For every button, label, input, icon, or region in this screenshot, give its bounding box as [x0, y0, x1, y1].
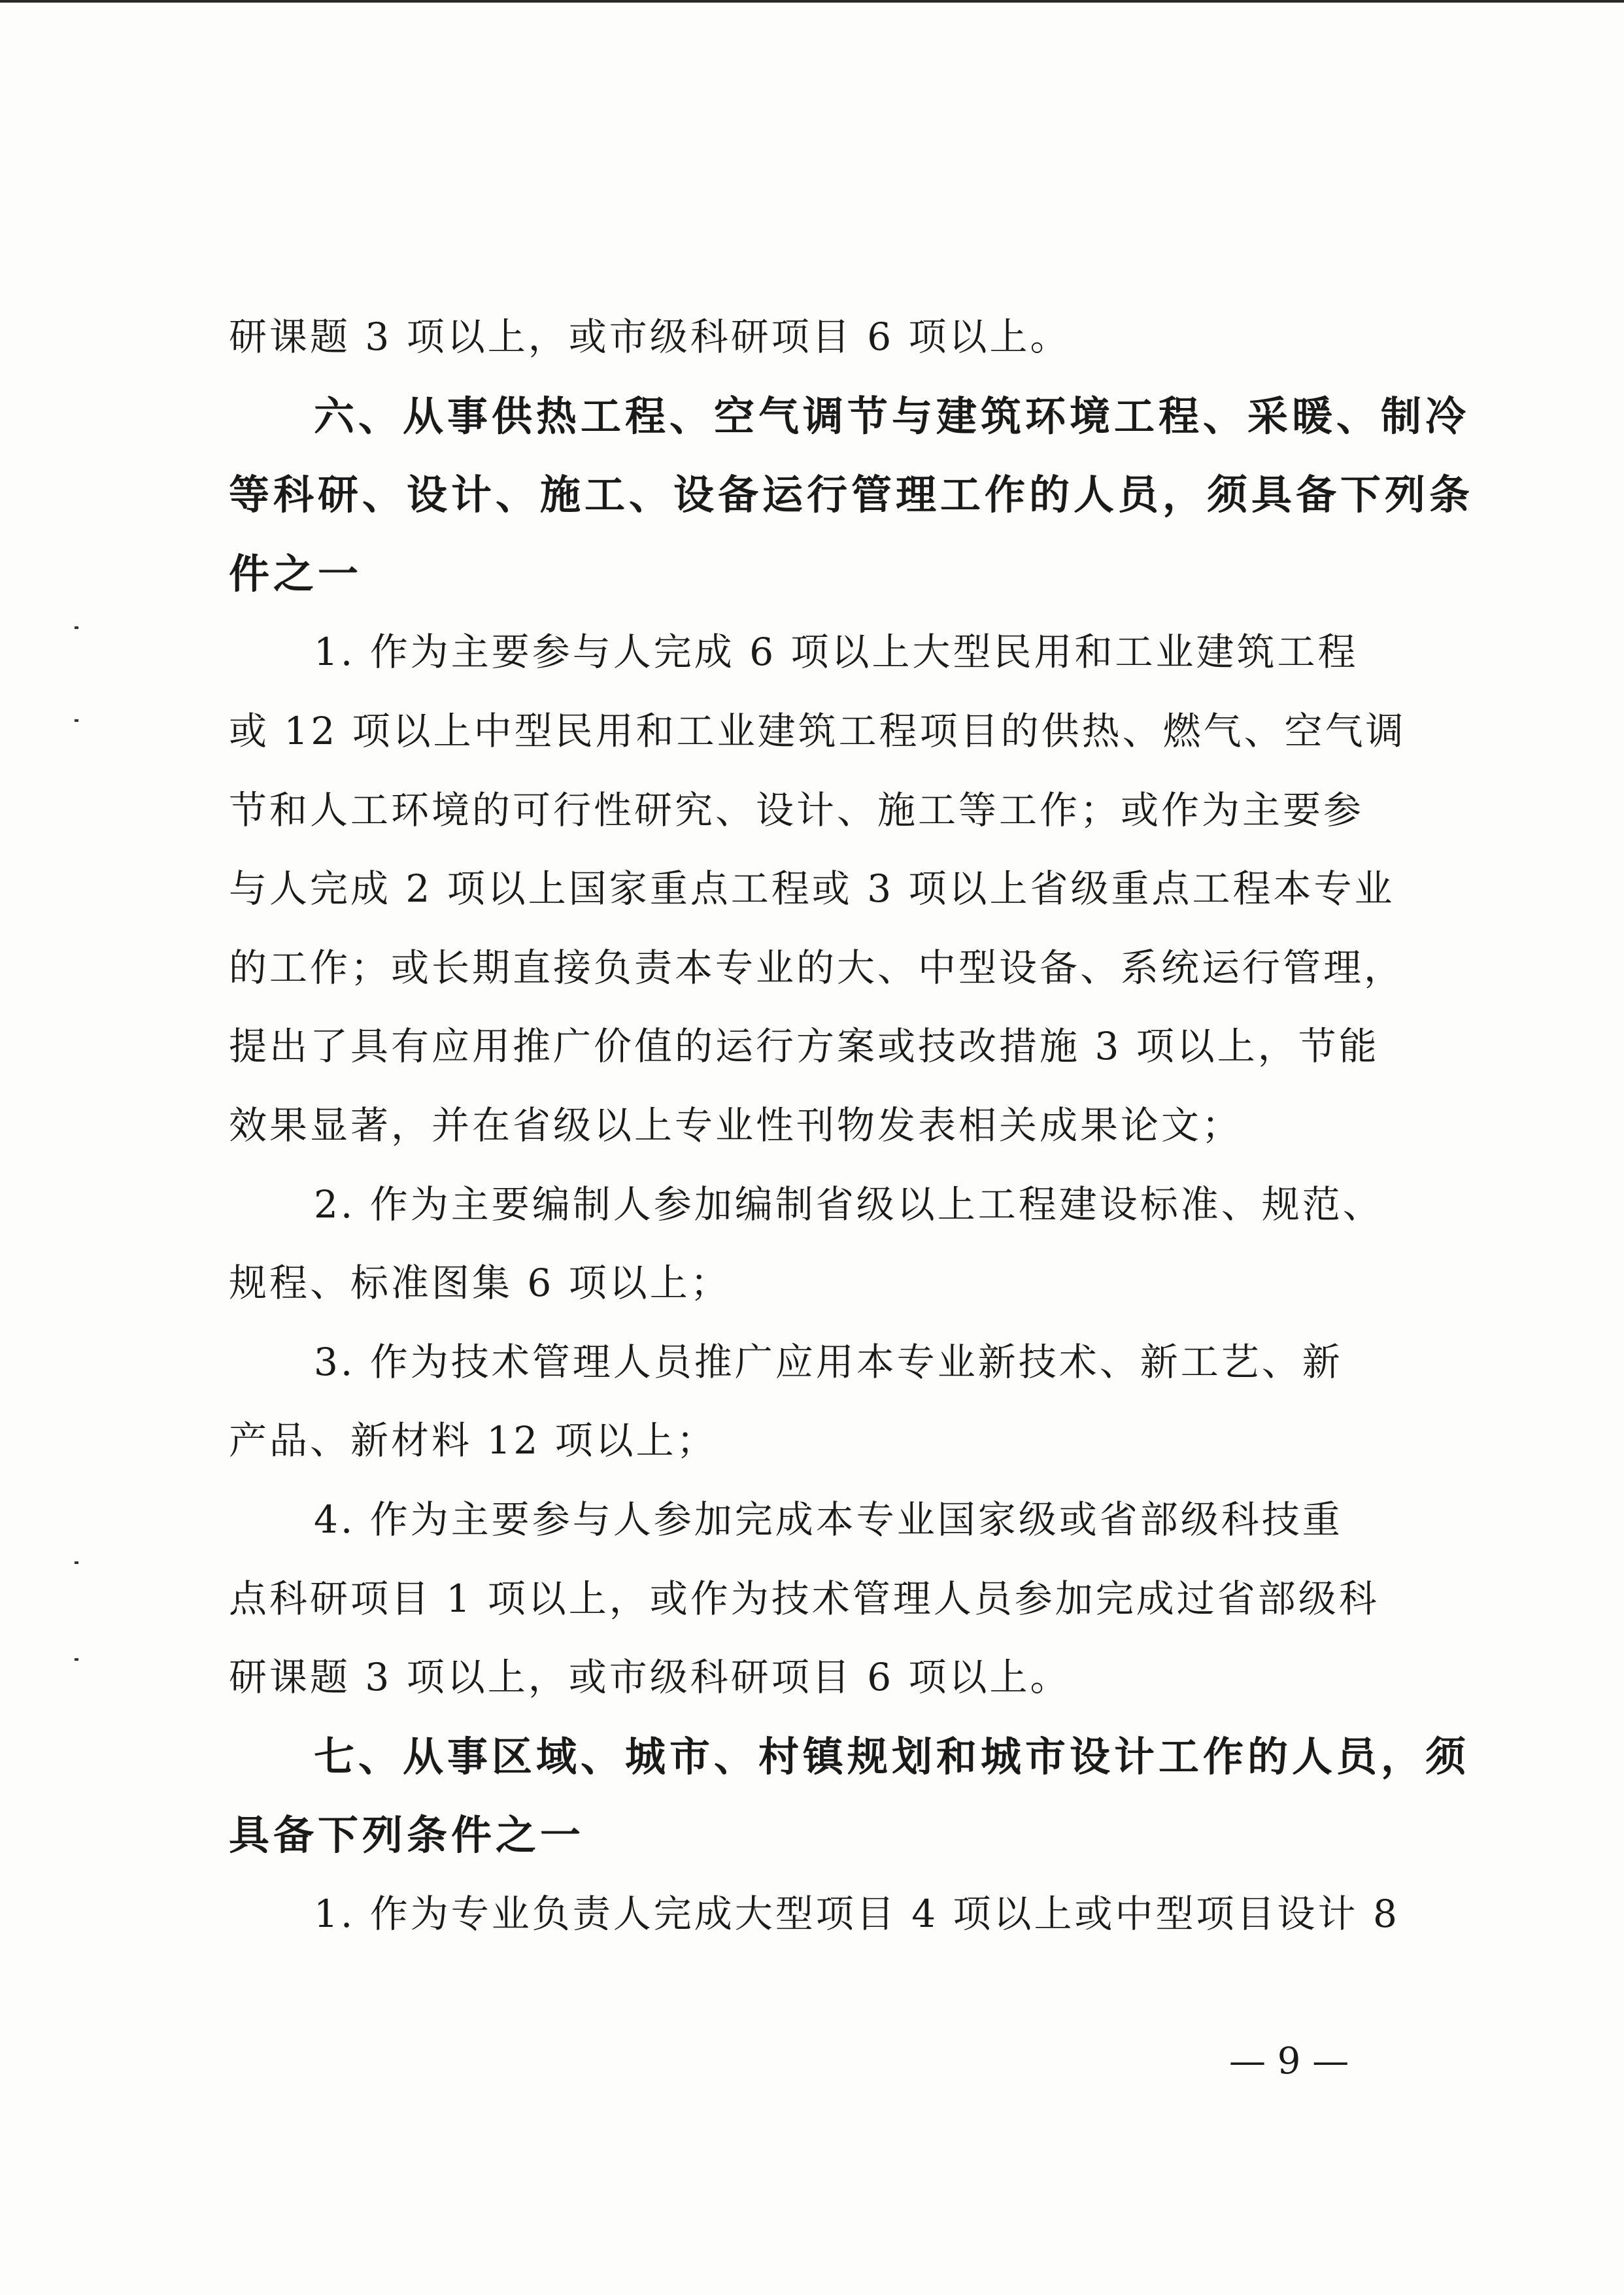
section-heading-line: 等科研、设计、施工、设备运行管理工作的人员，须具备下列条 [229, 471, 1474, 519]
margin-mark [75, 1658, 78, 1661]
body-text-line: 的工作；或长期直接负责本专业的大、中型设备、系统运行管理， [229, 945, 1405, 990]
body-text-line: 1. 作为专业负责人完成大型项目 4 项以上或中型项目设计 8 [314, 1892, 1400, 1936]
section-heading-line: 七、从事区域、城市、村镇规划和城市设计工作的人员，须 [314, 1732, 1470, 1780]
body-text-line: 4. 作为主要参与人参加完成本专业国家级或省部级科技重 [314, 1497, 1343, 1542]
body-text-line: 规程、标准图集 6 项以上； [229, 1261, 731, 1306]
section-heading-line: 具备下列条件之一 [229, 1811, 585, 1860]
section-heading-line: 六、从事供热工程、空气调节与建筑环境工程、采暖、制冷 [314, 392, 1470, 440]
body-text-line: 节和人工环境的可行性研究、设计、施工等工作；或作为主要参 [229, 787, 1364, 832]
body-text-line: 产品、新材料 12 项以上； [229, 1418, 717, 1463]
section-heading-line: 件之一 [229, 549, 363, 598]
body-text-line: 2. 作为主要编制人参加编制省级以上工程建设标准、规范、 [314, 1182, 1383, 1227]
body-text-line: 3. 作为技术管理人员推广应用本专业新技术、新工艺、新 [314, 1339, 1343, 1384]
body-text-line: 效果显著，并在省级以上专业性刊物发表相关成果论文； [229, 1103, 1243, 1148]
scan-top-edge [0, 0, 1624, 3]
margin-mark [75, 626, 78, 629]
body-text-line: 1. 作为主要参与人完成 6 项以上大型民用和工业建筑工程 [314, 630, 1359, 675]
body-text-line: 与人完成 2 项以上国家重点工程或 3 项以上省级重点工程本专业 [229, 866, 1395, 911]
body-text-line: 研课题 3 项以上，或市级科研项目 6 项以上。 [229, 314, 1071, 359]
body-text-line: 提出了具有应用推广价值的运行方案或技改措施 3 项以上，节能 [229, 1024, 1379, 1069]
margin-mark [75, 719, 78, 722]
margin-mark [75, 1561, 78, 1564]
page-number: — 9 — [1229, 2040, 1349, 2082]
body-text-line: 点科研项目 1 项以上，或作为技术管理人员参加完成过省部级科 [229, 1576, 1379, 1621]
body-text-line: 研课题 3 项以上，或市级科研项目 6 项以上。 [229, 1655, 1071, 1700]
body-text-line: 或 12 项以上中型民用和工业建筑工程项目的供热、燃气、空气调 [229, 709, 1406, 753]
